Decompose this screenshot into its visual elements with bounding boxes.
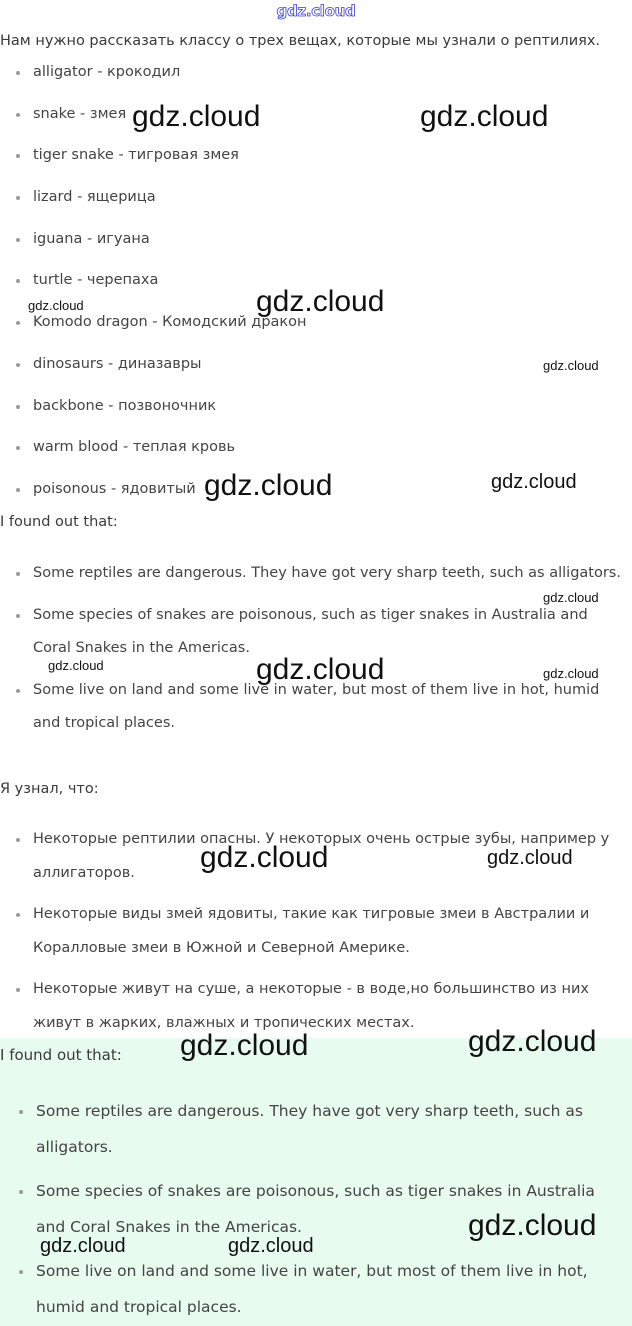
answer-heading: I found out that:	[0, 1046, 122, 1064]
vocab-item: tiger snake - тигровая змея	[0, 135, 307, 177]
watermark: gdz.cloud	[132, 100, 261, 133]
watermark: gdz.cloud	[200, 841, 329, 874]
fact-item: Некоторые рептилии опасны. У некоторых очень острые зубы, например у аллигаторов.	[0, 823, 632, 890]
watermark: gdz.cloud	[420, 100, 549, 133]
watermark: gdz.cloud	[543, 666, 599, 681]
vocab-item: backbone - позвоночник	[0, 386, 307, 428]
vocab-item: warm blood - теплая кровь	[0, 427, 307, 469]
answer-block	[0, 1038, 632, 1326]
watermark: gdz.cloud	[228, 1235, 314, 1257]
watermark: gdz.cloud	[543, 358, 599, 373]
vocab-item: dinosaurs - диназавры	[0, 344, 307, 386]
answer-item: Some reptiles are dangerous. They have got very sharp teeth, such as alligators.	[0, 1093, 632, 1165]
vocab-item: iguana - игуана	[0, 219, 307, 261]
vocab-item: lizard - ящерица	[0, 177, 307, 219]
answer-item: Some species of snakes are poisonous, such as tiger snakes in Australia and Coral Snakes in the Americas.	[0, 1173, 632, 1245]
answer-item: Some live on land and some live in water, but most of them live in hot, humid and tropical places.	[0, 1253, 632, 1325]
found-out-list-en	[0, 557, 632, 741]
watermark: gdz.cloud	[256, 285, 385, 318]
found-out-heading-en: I found out that:	[0, 514, 118, 530]
watermark: gdz.cloud	[40, 1235, 126, 1257]
watermark: gdz.cloud	[543, 590, 599, 605]
watermark: gdz.cloud	[180, 1029, 309, 1062]
vocab-item: snake - змея	[0, 94, 307, 136]
found-out-heading-ru: Я узнал, что:	[0, 781, 99, 797]
watermark: gdz.cloud	[28, 298, 84, 313]
fact-item: Некоторые виды змей ядовиты, такие как тигровые змеи в Австралии и Коралловые змеи в Южной и Северной Америке.	[0, 898, 632, 965]
watermark: gdz.cloud	[468, 1025, 597, 1058]
watermark: gdz.cloud	[48, 658, 104, 673]
vocab-item: Komodo dragon - Комодский дракон	[0, 302, 307, 344]
watermark: gdz.cloud	[204, 469, 333, 502]
vocab-item: alligator - крокодил	[0, 52, 307, 94]
watermark: gdz.cloud	[487, 847, 573, 869]
vocab-item: turtle - черепаха	[0, 260, 307, 302]
fact-item: Some reptiles are dangerous. They have got very sharp teeth, such as alligators.	[0, 557, 632, 591]
vocab-item: poisonous - ядовитый	[0, 469, 307, 511]
fact-item: Some species of snakes are poisonous, such as tiger snakes in Australia and Coral Snakes in the Americas.	[0, 599, 632, 666]
intro-text: Нам нужно рассказать классу о трех вещах, которые мы узнали о рептилиях.	[0, 33, 601, 49]
fact-item: Некоторые живут на суше, а некоторые - в воде,но большинство из них живут в жарких, влажных и тропических местах.	[0, 973, 632, 1040]
header-watermark: gdz.cloud	[276, 2, 356, 20]
fact-item: Some live on land and some live in water, but most of them live in hot, humid and tropical places.	[0, 674, 632, 741]
watermark: gdz.cloud	[256, 653, 385, 686]
watermark: gdz.cloud	[468, 1209, 597, 1242]
watermark: gdz.cloud	[491, 471, 577, 493]
